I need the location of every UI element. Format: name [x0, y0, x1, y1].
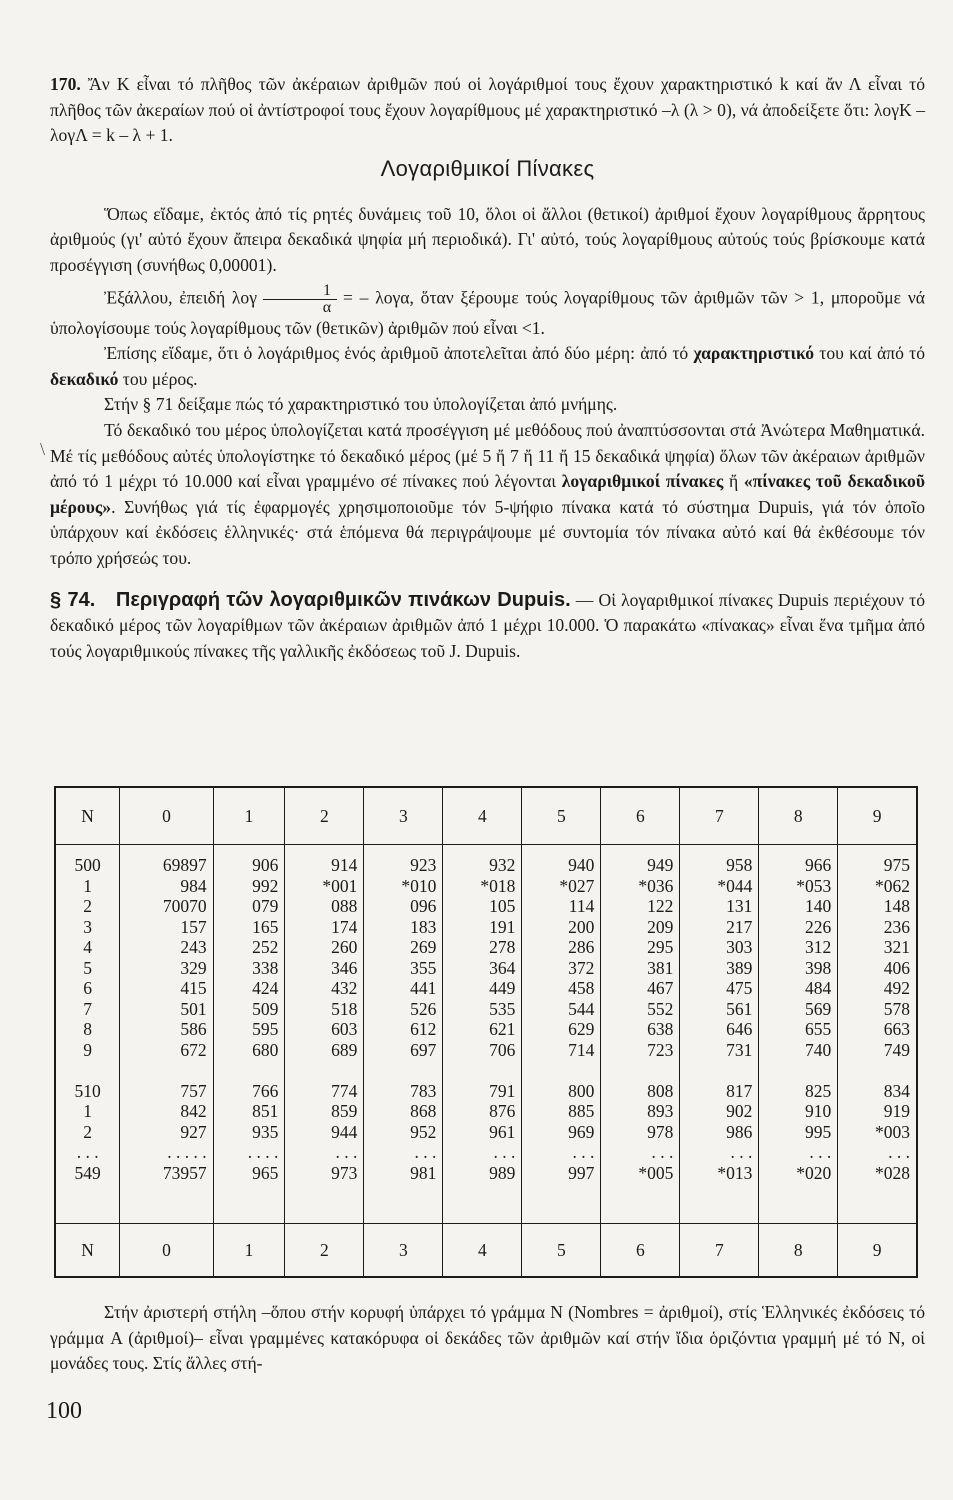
footer-cell: N: [56, 1224, 120, 1277]
paragraph-1: Ὅπως εἴδαμε, ἐκτός ἀπό τίς ρητές δυνάμεις τοῦ 10, ὅλοι οἱ ἄλλοι (θετικοί) ἀριθμοί ἔχουν λογαρίθμους ἄρρητους ἀριθμούς (γι' αὐτό ἔχουν ἄπειρα δεκαδικά ψηφία μή περιοδικά). Γι' αὐτό, τούς λογαρίθμους αὐτούς τούς βρίσκουμε κατά προσέγγιση (συνήθως 0,00001).: [50, 203, 925, 275]
section-title: Περιγραφή τῶν λογαριθμικῶν πινάκων Dupuis.: [115, 588, 571, 611]
paragraph-2: [50, 283, 925, 342]
column-3: 923 *010 096 183 269 355 441 526 612 697 783 868 952 . . . 981: [364, 845, 443, 1224]
header-cell: 1: [213, 788, 285, 845]
fraction-numerator: 1: [263, 283, 337, 300]
exercise-170: [50, 72, 925, 149]
footer-cell: 4: [443, 1224, 522, 1277]
footer-cell: 1: [213, 1224, 285, 1277]
fraction-denominator: α: [322, 298, 332, 316]
after-table-paragraph: Στήν ἀριστερή στήλη –ὅπου στήν κορυφή ὑπάρχει τό γράμμα N (Nombres = ἀριθμοί), στίς Ἑλληνικές ἐκδόσεις τό γράμμα A (ἀριθμοί)– εἶναι γραμμένες κατακόρυφα οἱ δεκάδες τῶν ἀριθμῶν καί στήν ἴδια ὁριζόντια γραμμή μέ τό N, οἱ μονάδες τους. Στίς ἄλλες στή-: [50, 1302, 925, 1374]
exercise-number: 170.: [50, 74, 81, 94]
table-body-row: [56, 845, 916, 1224]
paragraph-2-start: Ἐξάλλου, ἐπειδή λογ: [104, 287, 257, 308]
header-cell: 8: [759, 788, 838, 845]
section-74: [50, 588, 925, 665]
footer-cell: 7: [680, 1224, 759, 1277]
page-content: [50, 72, 925, 664]
footer-cell: 2: [285, 1224, 364, 1277]
log-table: [54, 786, 918, 1278]
header-cell: N: [56, 788, 120, 845]
fraction: [263, 283, 337, 316]
footer-cell: 0: [120, 1224, 213, 1277]
column-1: 906 992 079 165 252 338 424 509 595 680 766 851 935 . . . . 965: [213, 845, 285, 1224]
header-cell: 9: [838, 788, 916, 845]
paragraph-5-end: . Συνήθως γιά τίς ἐφαρμογές χρησιμοποιοῦμε τόν 5-ψήφιο πίνακα κατά τό σύστημα Dupuis, γιά τόν ὁποῖο ὑπάρχουν καί ἐκδόσεις ἑλληνικές· στά ἑπόμενα θά περιγράψουμε μέ συντομία τόν πίνακα αὐτό καί θά ἐκθέσουμε τόν τρόπο χρήσεώς του.: [50, 496, 925, 568]
column-6: 949 *036 122 209 295 381 467 552 638 723 808 893 978 . . . *005: [601, 845, 680, 1224]
paragraph-3-end: του μέρος.: [118, 368, 198, 389]
footer-cell: 5: [522, 1224, 601, 1277]
header-cell: 2: [285, 788, 364, 845]
paragraph-5: [50, 418, 925, 572]
paragraph-3-start: Ἐπίσης εἴδαμε, ὅτι ὁ λογάριθμος ἑνός ἀριθμοῦ ἀποτελεῖται ἀπό δύο μέρη: ἀπό τό: [104, 343, 694, 364]
footer-cell: 3: [364, 1224, 443, 1277]
column-n: 500 1 2 3 4 5 6 7 8 9 510 1 2 . . . 549: [74, 855, 101, 1183]
column-2: 914 *001 088 174 260 346 432 518 603 689 774 859 944 . . . 973: [285, 845, 364, 1224]
footer-cell: 9: [838, 1224, 916, 1277]
page-number: 100: [46, 1398, 82, 1424]
header-cell: 5: [522, 788, 601, 845]
table-footer-row: [56, 1224, 916, 1277]
header-cell: 7: [680, 788, 759, 845]
column-7: 958 *044 131 217 303 389 475 561 646 731 817 902 986 . . . *013: [680, 845, 759, 1224]
term-decimal-part-tables: «πίνακες τοῦ δεκαδικοῦ μέρους»: [50, 471, 925, 517]
header-cell: 0: [120, 788, 213, 845]
paragraph-5-start: Τό δεκαδικό του μέρος ὑπολογίζεται κατά προσέγγιση μέ μεθόδους πού ἀναπτύσσονται στά Ἀνώτερα Μαθηματικά. Μέ τίς μεθόδους αὐτές ὑπολογίστηκε τό δεκαδικό μέρος (μέ 5 ἤ 7 ἤ 11 ἤ 15 δεκαδικά ψηφία) ὅλων τῶν ἀκέραιων ἀριθμῶν ἀπό τό 1 μέχρι τό 10.000 καί εἶναι γραμμένο σέ πίνακες πού λέγονται: [50, 419, 925, 492]
footer-cell: 8: [759, 1224, 838, 1277]
column-9: 975 *062 148 236 321 406 492 578 663 749 834 919 *003 . . . *028: [838, 845, 916, 1224]
section-number: § 74.: [50, 588, 96, 611]
term-decimal: δεκαδικό: [50, 368, 119, 389]
paragraph-5-mid: ἤ: [723, 471, 744, 492]
column-0: 69897 984 70070 157 243 329 415 501 586 672 757 842 927 . . . . . 73957: [120, 845, 213, 1224]
column-4: 932 *018 105 191 278 364 449 535 621 706 791 876 961 . . . 989: [443, 845, 522, 1224]
term-characteristic: χαρακτηριστικό: [693, 343, 815, 364]
paragraph-2-end: = – λογα, ὅταν ξέρουμε τούς λογαρίθμους τῶν ἀριθμῶν τῶν > 1, μποροῦμε νά ὑπολογίσουμε τούς λογαρίθμους τῶν (θετικῶν) ἀριθμῶν πού εἶναι <1.: [50, 287, 925, 338]
after-table-text-block: [50, 1300, 925, 1377]
paragraph-3-mid: του καί ἀπό τό: [814, 343, 925, 364]
section-text: — Οἱ λογαριθμικοί πίνακες Dupuis περιέχουν τό δεκαδικό μέρος τῶν λογαρίθμων τῶν ἀκέραιων ἀριθμῶν ἀπό 1 μέχρι 10.000. Ὁ παρακάτω «πίνακας» εἶναι ἕνα τμῆμα ἀπό τούς λογαριθμικούς πίνακες τῆς γαλλικῆς ἐκδόσεως τοῦ J. Dupuis.: [50, 589, 925, 661]
header-cell: 4: [443, 788, 522, 845]
footer-cell: 6: [601, 1224, 680, 1277]
paragraph-4: Στήν § 71 δείξαμε πώς τό χαρακτηριστικό του ὑπολογίζεται ἀπό μνήμης.: [104, 394, 618, 415]
column-5: 940 *027 114 200 286 372 458 544 629 714 800 885 969 . . . 997: [522, 845, 601, 1224]
table-header-row: [56, 788, 916, 845]
section-heading: Λογαριθμικοί Πίνακες: [380, 155, 595, 181]
exercise-text: Ἄν Κ εἶναι τό πλῆθος τῶν ἀκέραιων ἀριθμῶν πού οἱ λογάριθμοί τους ἔχουν χαρακτηριστικό k καί ἄν Λ εἶναι τό πλῆθος τῶν ἀκεραίων πού οἱ ἀντίστροφοί τους ἔχουν λογαρίθμους μέ χαρακτηριστικό –λ (λ > 0), νά ἀποδείξετε ὅτι: λογΚ – λογΛ = k – λ + 1.: [50, 74, 925, 146]
header-cell: 6: [601, 788, 680, 845]
margin-mark: \: [40, 439, 46, 459]
term-log-tables: λογαριθμικοί πίνακες: [561, 471, 724, 492]
paragraph-3: [50, 341, 925, 392]
header-cell: 3: [364, 788, 443, 845]
column-8: 966 *053 140 226 312 398 484 569 655 740 825 910 995 . . . *020: [759, 845, 838, 1224]
